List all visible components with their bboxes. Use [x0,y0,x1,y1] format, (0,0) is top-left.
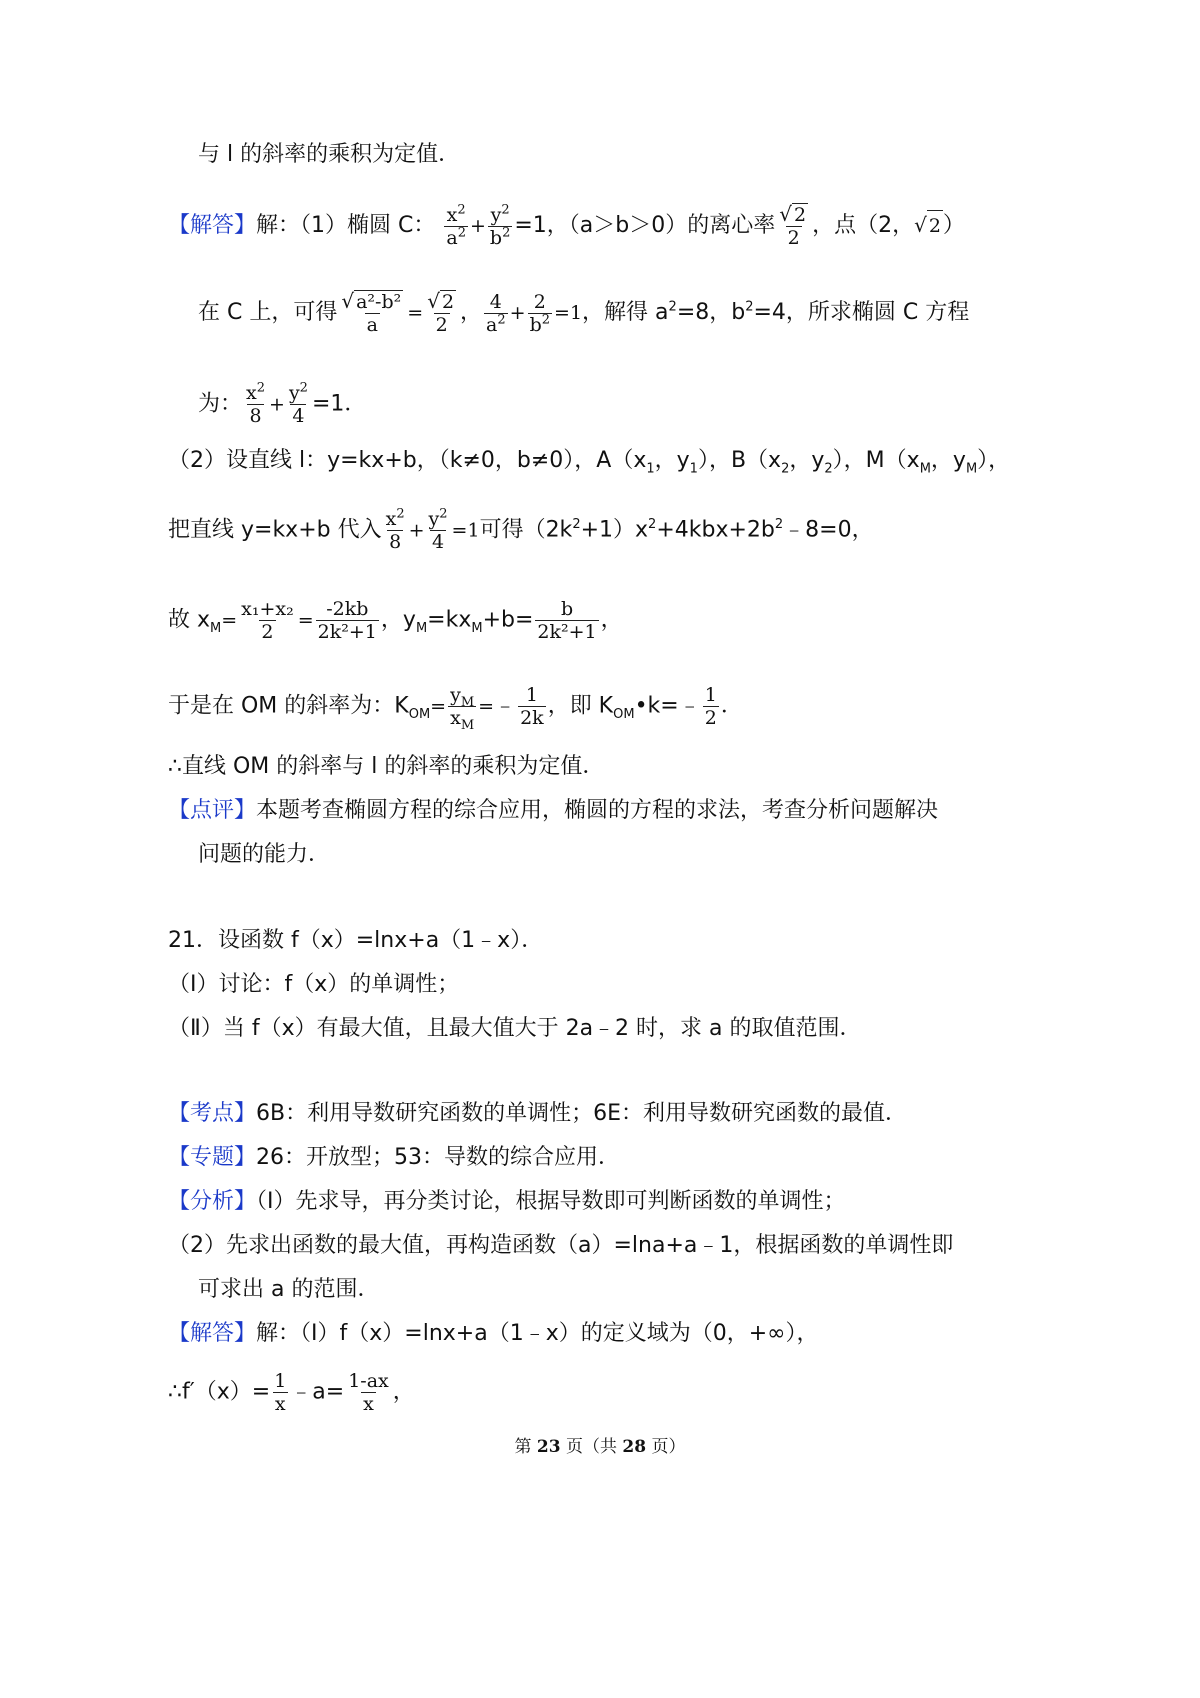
text-segment: （2）先求出函数的最大值，再构造函数（a）=lna+a﹣1，根据函数的单调性即 [168,1233,954,1258]
total-pages: 28 [622,1437,647,1457]
text-segment: （2）设直线 l：y=kx+b，（k≠0，b≠0），A（x [168,448,647,473]
fraction-neg2kb: $\frac{-2kb}{\text{2k²+1}}$ [317,598,377,643]
fenxi-line-2 [168,1231,953,1261]
fraction-y2-4: $\frac{y^2}{4}$ [288,380,308,427]
fraction-1-2k: $\frac{1}{2k}$ [520,684,544,729]
text-segment: 故 x [168,607,211,633]
text-segment: 解：（1）椭圆 C： [256,213,436,238]
kaodian-tag: 【考点】 [168,1101,257,1126]
kaodian-line [168,1099,907,1129]
answer-tag-2: 【解答】 [168,1321,257,1346]
part2-line-3: 故 $x_M=$ $\frac{\text{x₁+x₂}}{2}$ = $\frac{-2kb}{\text{2k²+1}}$ ，$y_M=kx_M+b=$ $\frac{b}{\text{2k²+1}}$ ， [168,598,623,643]
text-segment: ，点（2， [812,213,915,238]
fraction-y2-4b: $\frac{y^2}{4}$ [428,506,448,553]
text-segment: 在 C 上，可得 [198,300,338,325]
fraction-x2-a2: $\frac{x^2}{a^2}$ [446,202,466,249]
fraction-2-b2: $\frac{2}{b^2}$ [529,290,551,336]
fenxi-line-1 [168,1187,846,1217]
review-line-2 [198,840,330,870]
fraction-1-x: $\frac{1}{x}$ [274,1370,287,1415]
text-segment: =1． [311,391,367,417]
text-segment: 6B：利用导数研究函数的单调性；6E：利用导数研究函数的最值． [256,1101,908,1126]
solution2-line-1 [168,1319,818,1349]
text-segment: 解：（Ⅰ）f（x）=lnx+a（1﹣x）的定义域为（0，+∞）， [256,1321,819,1346]
text-segment: =1，（a＞b＞0）的离心率 [514,213,776,238]
part2-line-2: 把直线 y=kx+b 代入 $\frac{x^2}{8}$ + $\frac{y^2}{4}$ =1可得$(2k^2+1)x^2+4kbx+2b^2﹣8=0$， [168,506,874,553]
fraction-x2-8: $\frac{x^2}{8}$ [246,380,266,427]
text-segment: 为： [198,391,243,417]
fraction-1-2: $\frac{1}{2}$ [704,684,717,729]
text-segment: （Ⅱ）当 f（x）有最大值，且最大值大于 2a﹣2 时，求 a 的取值范围． [168,1016,862,1041]
part2-line-4: 于是在 OM 的斜率为：$K_{OM}=$ $\frac{y_M}{x_M}$ =﹣ $\frac{1}{2k}$ ，即 $K_{OM}•k=﹣$ $\frac{1}{2}$ ． [168,684,743,733]
text-segment: 21．设函数 f（x）=lnx+a（1﹣x）． [168,928,544,953]
review-line-1 [168,796,938,826]
text-segment: （Ⅰ）先求导，再分类讨论，根据导数即可判断函数的单调性； [256,1189,846,1214]
text-segment: 26：开放型；53：导数的综合应用． [256,1145,621,1170]
fenxi-line-3 [198,1275,379,1305]
page-footer: 第 23 页（共 28 页） [514,1437,686,1457]
text-segment: =4，所求椭圆 C 方程 [753,300,970,325]
text-segment: （Ⅰ）讨论：f（x）的单调性； [168,972,460,997]
fenxi-tag: 【分析】 [168,1189,257,1214]
text-segment: ，解得 a [582,300,669,325]
solution2-line-2: ∴f′（x）= $\frac{1}{x}$ ﹣a= $\frac{1-ax}{x}$ ， [168,1370,415,1415]
fraction-b-2k2p1: $\frac{b}{\text{2k²+1}}$ [537,598,597,643]
sqrt-2: 2 [927,210,943,241]
text-segment: ） [942,213,965,238]
fraction-1-ax-x: $\frac{1-ax}{x}$ [348,1370,389,1415]
text-segment: 把直线 y=kx+b 代入 [168,517,382,543]
fraction-sqrt2-2: $\frac{√ 2}{2}$ [779,202,807,249]
review-tag: 【点评】 [168,798,257,823]
zhuanti-line [168,1143,620,1173]
question-21-part-i [168,970,459,1000]
solution-line-3: 为： $\frac{x^2}{8}$ + $\frac{y^2}{4}$ =1． [198,380,367,427]
text-segment: 本题考查椭圆方程的综合应用，椭圆的方程的求法，考查分析问题解决 [256,798,939,823]
fraction-yM-xM: $\frac{y_M}{x_M}$ [450,684,475,733]
solution-line-1: 【解答】解：（1）椭圆 C： $\frac{x^2}{a^2}$ + $\frac{y^2}{b^2}$ =1，（a＞b＞0）的离心率 $\frac{√ 2}{2}$ ，点（2，√ 2） [168,202,965,249]
answer-tag: 【解答】 [168,213,257,238]
text-segment: ∴直线 OM 的斜率与 l 的斜率的乘积为定值． [168,754,605,779]
page-number: 23 [536,1437,561,1457]
question-21-stem [168,926,543,956]
fraction-x2-8b: $\frac{x^2}{8}$ [385,506,405,553]
fraction-sqrt2-2b: $\frac{√ 2}{2}$ [427,289,455,336]
zhuanti-tag: 【专题】 [168,1145,257,1170]
part2-line-1: （2）设直线 l：y=kx+b，（k≠0，b≠0），$A(x_1$，$y_1$），$B(x_2$，$y_2$），$M(x_M$，$y_M$）， [168,448,1011,477]
continuation-line [198,140,460,170]
fraction-x1-x2-2: $\frac{\text{x₁+x₂}}{2}$ [241,598,294,643]
text-segment: 与 l 的斜率的乘积为定值． [198,142,461,167]
solution-line-2: 在 C 上，可得 $\frac{\text{√ a²-b²}}{a}$ = $\frac{√ 2}{2}$ ， $\frac{4}{a^2}$ + $\frac{2}{b^2}$ =1，解得 $a^2=8$，$b^2=4$，所求椭圆 C 方程 [198,289,970,336]
text-segment: =8，b [676,300,746,325]
question-21-part-ii [168,1014,862,1044]
text-segment: 可求出 a 的范围． [198,1277,380,1302]
text-segment: ∴f′（x）= [168,1379,271,1405]
text-segment: 问题的能力． [198,842,331,867]
fraction-eccentricity: $\frac{\text{√ a²-b²}}{a}$ [341,289,402,336]
fraction-4-a2: $\frac{4}{a^2}$ [486,290,506,336]
text-segment: 于是在 OM 的斜率为：K [168,693,409,719]
fraction-y2-b2: $\frac{y^2}{b^2}$ [489,202,511,249]
part2-conclusion [168,752,604,782]
